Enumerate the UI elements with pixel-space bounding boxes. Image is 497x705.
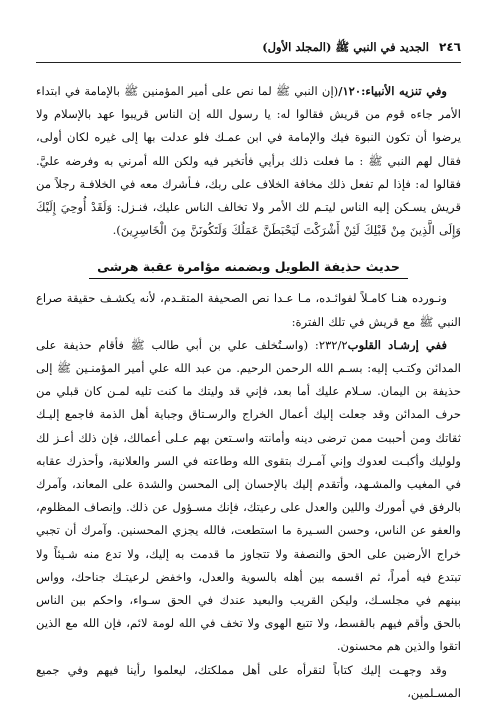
paragraph-tanzih-text: (إن النبي ﷺ لما نص على أمير المؤمنين ﷺ بالإمامة في ابتداء الأمر جاءه قوم من قريش فقالوا له: يا رسول الله إن الناس قريبوا عهد بالإسلام ولا يرضوا أن تكون النبوة فيك والإمامة في ابن عمـك فلو عدلت بها إلى غيره لكان أولى، فقال لهم النبي ﷺ : ما فعلت ذلك برأيي فأتخير فيه ولكن الله أمرني به وفرضه عليَّ. فقالوا له: فإذا لم تفعل ذلك مخافة الخلاف على ربك، فـأشرك معه في الخلافـة رجلاً من قريش يسـكن إليه الناس ليتـم لك الأمر ولا تخالف الناس عليك، فنـزل: — [36, 84, 461, 215]
page-number: ٢٤٦ — [439, 40, 461, 54]
running-header — [36, 40, 461, 63]
header-title: الجديد في النبي ﷺ (المجلد الأول) — [262, 40, 430, 54]
paragraph-intro: ونـورده هنـا كامـلاً لفوائـده، مـا عـدا نص الصحيفة المتقـدم، لأنه يكشـف حقيقة صراع النبي ﷺ مع قريش في تلك الفترة: — [36, 291, 461, 329]
section-heading: حديث حذيفة الطويل وبضمنه مؤامرة عقبة هرشى — [89, 259, 408, 279]
quran-verse: وَلَقَدْ أُوحِيَ إِلَيْكَ وَإِلَى الَّذِينَ مِنْ قَبْلِكَ لَئِنْ أَشْرَكْتَ لَيَحْبَطَنَّ عَمَلُكَ وَلَتَكُونَنَّ مِنَ الْخَاسِرِينَ — [36, 200, 461, 238]
book-page — [36, 40, 461, 700]
paragraph-irshad — [36, 334, 461, 659]
paragraph-tanzih-end: ). — [112, 223, 121, 238]
paragraph-letter-continued: وقد وجهـت إليك كتاباً لتقرأه على أهل مملكتك، ليعلموا رأينا فيهم وفي جميع المسـلمين، — [36, 662, 461, 700]
section-heading-wrap — [36, 256, 461, 279]
source-citation-tanzih: وفي تنزيه الأنبياء:١٢٠/ — [338, 84, 448, 98]
paragraph-tanzih — [36, 80, 461, 242]
paragraph-irshad-text: ٢٣٢/٢: (واسـتُخلف علي بن أبي طالب ﷺ فأقام حذيفة على المدائن وكتـب إليه: بسـم الله الرحمن الرحيم. من عبد الله علي أمير المؤمنـين ﷺ إلى حذيفة بن اليمان. سـلام عليك أما بعد، فإني قد وليتك ما كنت تليه لمـن كان قبلي من حرف المدائن وقد جعلت إليك أعمال الخراج والرسـتاق وجباية أهل الذمة فاجمع إليـك ثقاتك ومن أحببت ممن ترضى دينه وأمانته واسـتعن بهم عـلى أعمالك، فإن ذلك أعـز لك ولوليك وأكبـت لعدوك وإني آمـرك بتقوى الله وطاعته في السر والعلانية، وأحذرك عقابه في المغيب والمشـهد، وأتقدم إليك بالإحسان إلى المحسن والشدة على المعاند، وآمرك بالرفق في أمورك واللين والعدل على رعيتك، فإنك مسـؤول عن ذلك. وإنصاف المظلوم، والعفو عن الناس، وحسن السـيرة ما استطعت، فالله يجزي المحسنين. وآمرك أن تجبي خراج الأرضين على الحق والنصفة ولا تتجاوز ما قدمت به إليك، ولا تدع منه شـيئاً ولا تبتدع فيه أمراً، ثم اقسمه بين أهله بالسوية والعدل، واخفض لرعيتـك جناحك، وواس بينهم في مجلسـك، وليكن القريب والبعيد عندك في الحق سـواء، واحكم بين الناس بالحق وأقم فيهم بالقسط، ولا تتبع الهوى ولا تخف في الله لومة لائم، فإن الله مع الذين اتقوا والذين هم محسنون. — [36, 337, 461, 654]
source-citation-irshad: ففي إرشـاد القلوب — [347, 337, 448, 352]
